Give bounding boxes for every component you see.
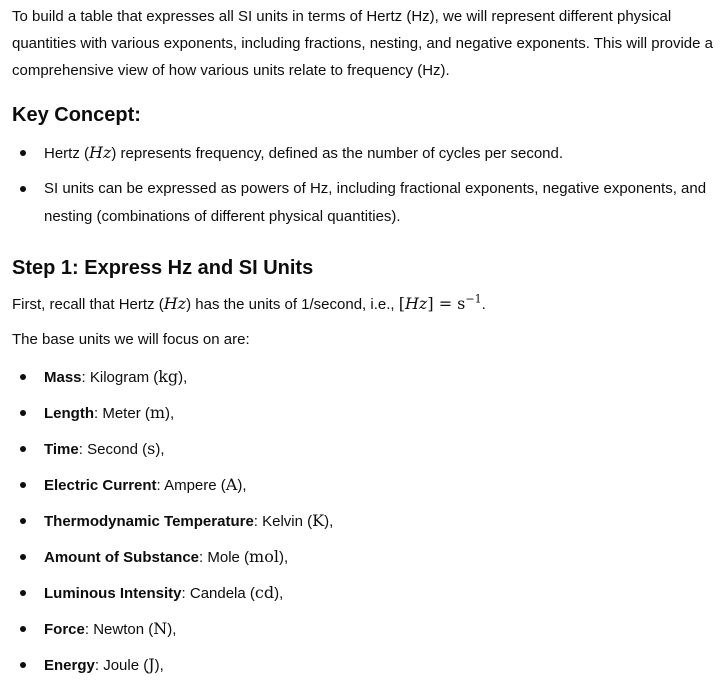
key-concept-item: Hertz (Hz) represents frequency, defined as the number of cycles per second.: [44, 139, 716, 168]
unit-item-time: Time: Second (s),: [44, 435, 716, 464]
bullet-icon: [20, 554, 26, 560]
bullet-icon: [20, 626, 26, 632]
unit-item-length: Length: Meter (m),: [44, 399, 716, 428]
unit-item-force: Force: Newton (N),: [44, 615, 716, 644]
unit-item-temperature: Thermodynamic Temperature: Kelvin (K),: [44, 507, 716, 536]
bullet-icon: [20, 446, 26, 452]
unit-item-energy: Energy: Joule (J),: [44, 651, 716, 680]
key-concept-item: SI units can be expressed as powers of Hz, including fractional exponents, negative exponents, and nesting (combinations of different physical quantities).: [44, 175, 716, 231]
unit-item-luminous: Luminous Intensity: Candela (cd),: [44, 579, 716, 608]
math-hz: Hz: [163, 294, 187, 313]
bullet-icon: [20, 590, 26, 596]
bullet-icon: [20, 662, 26, 668]
unit-item-current: Electric Current: Ampere (A),: [44, 471, 716, 500]
bullet-icon: [20, 186, 26, 192]
base-units-intro: The base units we will focus on are:: [12, 331, 250, 348]
bullet-icon: [20, 150, 26, 156]
step1-heading: Step 1: Express Hz and SI Units: [12, 257, 314, 279]
intro-paragraph: To build a table that expresses all SI units in terms of Hertz (Hz), we will represent different physical quantities with various exponents, including fractions, nesting, and negative exponents. This will provide a comprehensive view of how various units relate to frequency (Hz).: [12, 8, 713, 79]
bullet-icon: [20, 410, 26, 416]
hz-equation: $[Hz] = s^{-1}$: [398, 292, 482, 313]
bullet-icon: [20, 482, 26, 488]
unit-item-substance: Amount of Substance: Mole (mol),: [44, 543, 716, 572]
bullet-icon: [20, 518, 26, 524]
bullet-icon: [20, 374, 26, 380]
key-concept-heading: Key Concept:: [12, 104, 141, 126]
unit-item-mass: Mass: Kilogram (kg),: [44, 363, 716, 392]
hz-recall-line: First, recall that Hertz (Hz) has the units of 1/second, i.e., $[Hz] = s^{-1}$.: [12, 292, 486, 313]
math-hz: Hz: [89, 143, 112, 162]
